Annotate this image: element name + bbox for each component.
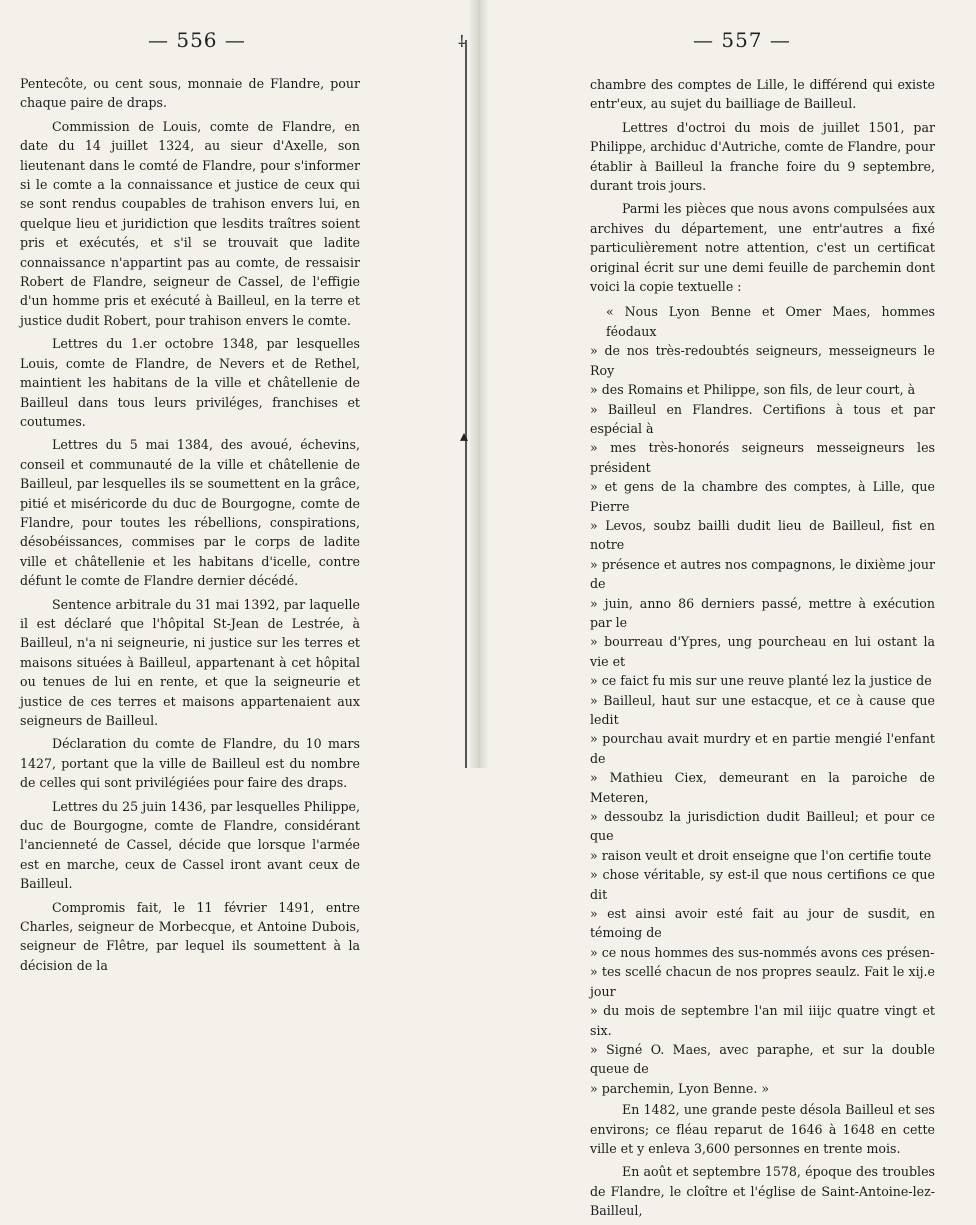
quote-line: » juin, anno 86 derniers passé, mettre à exécution par le <box>590 595 935 630</box>
quote-line: « Nous Lyon Benne et Omer Maes, hommes féodaux <box>606 304 935 339</box>
quote-line: » Signé O. Maes, avec paraphe, et sur la double queue de <box>590 1041 935 1077</box>
quote-line: » Levos, soubz bailli dudit lieu de Bailleul, fist en notre <box>590 517 935 553</box>
quote-line: » des Romains et Philippe, son fils, de leur court, à <box>590 382 916 398</box>
page-number-left: — 556 — <box>148 28 246 52</box>
binding-line <box>465 40 467 768</box>
paragraph: Parmi les pièces que nous avons compulsées aux archives du département, une entr'autres a fixé particulièrement notre attention, c'est un certificat original écrit sur une demi feuille de parchemin dont voici la copie textuelle : <box>590 201 935 295</box>
quote-line: » est ainsi avoir esté fait au jour de susdit, en témoing de <box>590 906 935 941</box>
quote-line: » bourreau d'Ypres, ung pourcheau en lui ostant la vie et <box>590 634 935 669</box>
quote-line: » Bailleul en Flandres. Certifions à tous et par espécial à <box>590 401 935 436</box>
book-gutter <box>470 0 488 768</box>
quote-line: » parchemin, Lyon Benne. » <box>590 1080 770 1096</box>
quote-line: » mes très-honorés seigneurs messeigneurs les président <box>590 440 935 475</box>
paragraph: Lettres d'octroi du mois de juillet 1501, par Philippe, archiduc d'Autriche, comte de Flandre, pour établir à Bailleul la franche foire du 9 septembre, durant trois jours. <box>590 119 935 194</box>
quote-line: » chose véritable, sy est-il que nous certifions ce que dit <box>590 867 935 902</box>
paragraph: Compromis fait, le 11 février 1491, entre Charles, seigneur de Morbecque, et Antoine Dubois, seigneur de Flêtre, par lequel ils soumettent à la décision de la <box>20 899 360 973</box>
quote-line: » ce faict fu mis sur une reuve planté lez la justice de <box>590 673 932 689</box>
quote-line: » ce nous hommes des sus-nommés avons ces présen- <box>590 944 935 960</box>
quote-line: » pourchau avait murdry et en partie mengié l'enfant de <box>590 731 935 766</box>
quote-line: » Mathieu Ciex, demeurant en la paroiche de Meteren, <box>590 770 935 805</box>
right-page <box>488 0 976 1219</box>
paragraph: Pentecôte, ou cent sous, monnaie de Flandre, pour chaque paire de draps. <box>20 76 360 111</box>
paragraph: Commission de Louis, comte de Flandre, en date du 14 juillet 1324, au sieur d'Axelle, son lieutenant dans le comté de Flandre, pour s'informer si le comte a la connaissance et justice de ceux qui se sont rendus coupables de trahison envers lui, en quelque lieu et juridiction que lesdits traîtres soient pris et exécutés, et s'il se trouvait que ladite connaissance n'appartint pas au comte, de ressaisir Robert de Flandre, seigneur de Cassel, de l'effigie d'un homme pris et exécuté à Bailleul, en la terre et justice dudit Robert, pour trahison envers le comte. <box>20 118 360 328</box>
quote-line: » et gens de la chambre des comptes, à Lille, que Pierre <box>590 479 935 514</box>
page-number-right: — 557 — <box>693 28 791 52</box>
paragraph: En août et septembre 1578, époque des troubles de Flandre, le cloître et l'église de Saint-Antoine-lez-Bailleul, <box>590 1164 935 1219</box>
paragraph: Déclaration du comte de Flandre, du 10 mars 1427, portant que la ville de Bailleul est du nombre de celles qui sont privilégiées pour faire des draps. <box>20 736 360 791</box>
quote-line: » du mois de septembre l'an mil iiijc quatre vingt et six. <box>590 1003 935 1038</box>
binding-mark-icon: ⸸ <box>458 32 466 51</box>
left-page <box>0 0 470 973</box>
left-page-text <box>20 74 360 979</box>
right-page-text <box>590 75 935 1225</box>
quote-line: » raison veult et droit enseigne que l'on certifie toute <box>590 847 932 863</box>
paragraph: En 1482, une grande peste désola Bailleul et ses environs; ce fléau reparut de 1646 à 1648 en cette ville et y enleva 3,600 personnes en trente mois. <box>590 1102 935 1156</box>
paragraph: Lettres du 1.er octobre 1348, par lesquelles Louis, comte de Flandre, de Nevers et de Rethel, maintient les habitans de la ville et châtellenie de Bailleul dans tous leurs priviléges, franchises et coutumes. <box>20 336 360 429</box>
paragraph: Sentence arbitrale du 31 mai 1392, par laquelle il est déclaré que l'hôpital St-Jean de Lestrée, à Bailleul, n'a ni seigneurie, ni justice sur les terres et maisons situées à Bailleul, appartenant à cet hôpital ou tenues de lui en rente, et que la seigneurie et justice de ces terres et maisons appartenaient aux seigneurs de Bailleul. <box>20 596 360 728</box>
paragraph: Lettres du 5 mai 1384, des avoué, échevins, conseil et communauté de la ville et châtellenie de Bailleul, par lesquelles ils se soumettent en la grâce, pitié et miséricorde du duc de Bourgogne, comte de Flandre, pour toutes les rébellions, conspirations, désobéissances, commises par le corps de ladite ville et châtellenie et les habitans d'icelle, contre défunt le comte de Flandre dernier décédé. <box>20 437 360 589</box>
quote-line: » dessoubz la jurisdiction dudit Bailleul; et pour ce que <box>590 809 935 844</box>
quote-line: » de nos très-redoubtés seigneurs, messeigneurs le Roy <box>590 343 935 378</box>
quote-line: » tes scellé chacun de nos propres seaulz. Fait le xij.e jour <box>590 964 935 999</box>
certificate-quote <box>590 302 935 1098</box>
paragraph: Lettres du 25 juin 1436, par lesquelles Philippe, duc de Bourgogne, comte de Flandre, considérant l'ancienneté de Cassel, décide que lorsque l'armée est en marche, ceux de Cassel iront avant ceux de Bailleul. <box>20 798 360 892</box>
paragraph: chambre des comptes de Lille, le différend qui existe entr'eux, au sujet du bailliage de Bailleul. <box>590 77 935 112</box>
quote-line: » présence et autres nos compagnons, le dixième jour de <box>590 556 935 592</box>
quote-line: » Bailleul, haut sur une estacque, et ce à cause que ledit <box>590 692 935 727</box>
binding-mark-icon: ▴ <box>460 426 469 445</box>
